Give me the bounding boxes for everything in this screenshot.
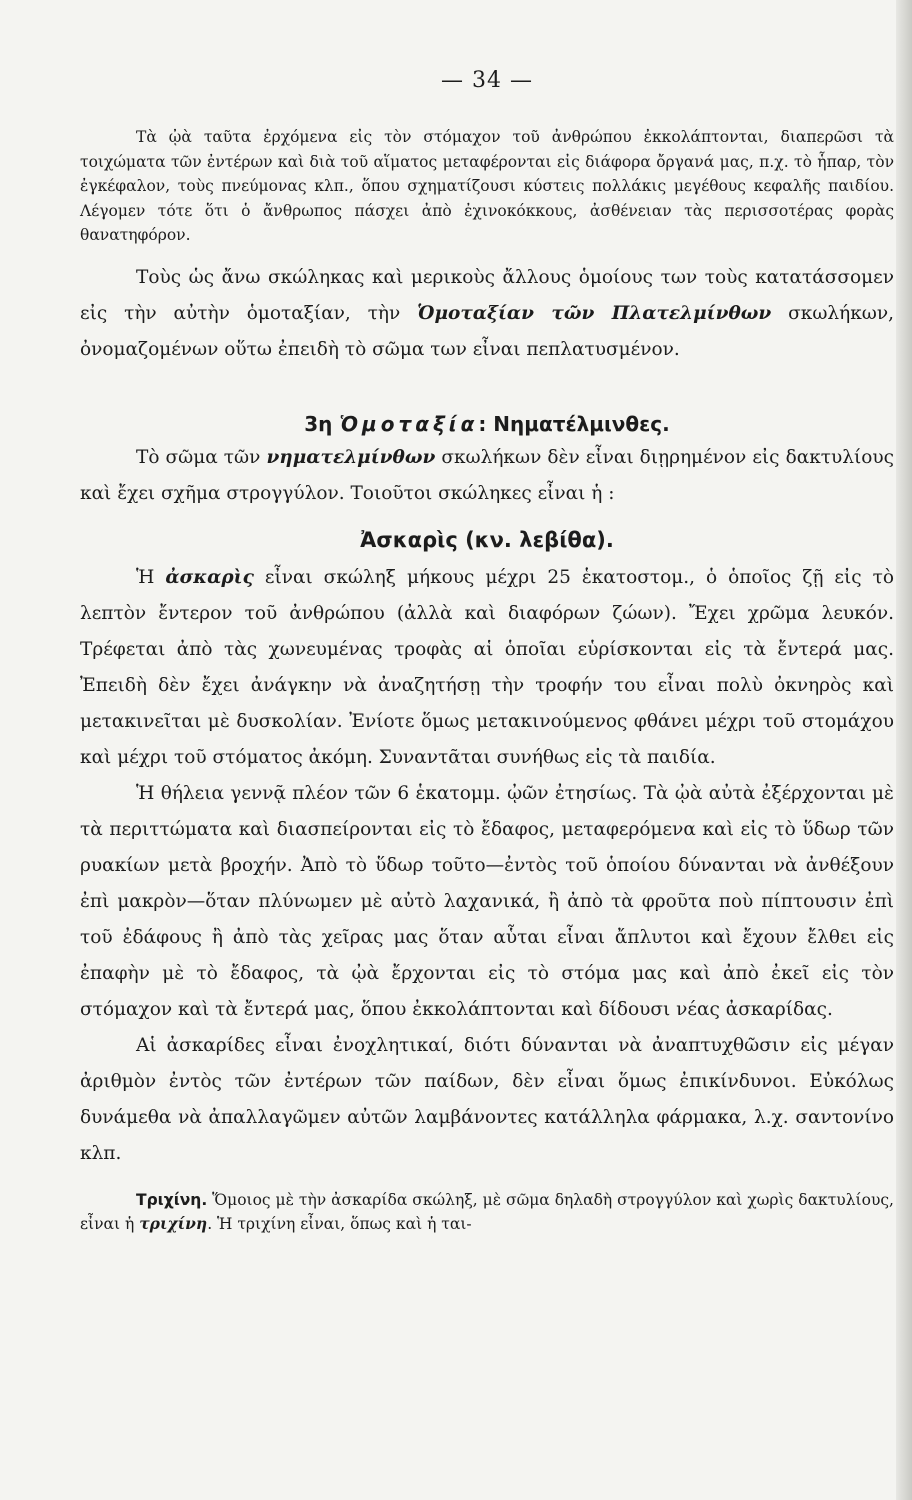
paragraph-text: εἶναι σκώληξ μήκους μέχρι 25 ἑκατοστομ., ὁ ὁποῖος ζῇ εἰς τὸ λεπτὸν ἔντερον τοῦ ἀνθρώπου (ἀλλὰ καὶ διαφόρων ζώων). Ἔχει χρῶμα λευκόν. Τρέφεται ἀπὸ τὰς χωνευμένας τροφὰς αἱ ὁποῖαι εὑρίσκονται εἰς τὰ ἔντερά μας. Ἐπειδὴ δὲν ἔχει ἀνάγκην νὰ ἀναζητήσῃ τὴν τροφήν του εἶναι πολὺ ὀκνηρὸς καὶ μετακινεῖται μὲ δυσκολίαν. Ἐνίοτε ὅμως μετακινούμενος φθάνει μέχρι τοῦ στομάχου καὶ μέχρι τοῦ στόματος ἀκόμη. Συναντᾶται συνήθως εἰς τὰ παιδία. — [80, 566, 894, 768]
paragraph-echinococcus: Τὰ ᾠὰ ταῦτα ἐρχόμενα εἰς τὸν στόμαχον τοῦ ἀνθρώπου ἐκκολάπτονται, διαπερῶσι τὰ τοιχώματα τῶν ἐντέρων καὶ διὰ τοῦ αἵματος μεταφέρονται εἰς διάφορα ὄργανά μας, π.χ. τὸ ἧπαρ, τὸν ἐγκέφαλον, τοὺς πνεύμονας κλπ., ὅπου σχηματίζουσι κύστεις πολλάκις μεγέθους κεφαλῆς παιδίου. Λέγομεν τότε ὅτι ὁ ἄνθρωπος πάσχει ἀπὸ ἐχινοκόκκους, ἀσθένειαν τὰς περισσοτέρας φορὰς θανατηφόρον. — [80, 128, 894, 244]
paragraph-text: . Ἡ τριχίνη εἶναι, ὅπως καὶ ἡ ται- — [207, 1215, 472, 1233]
paragraph-eggs: Ἡ θήλεια γεννᾷ πλέον τῶν 6 ἑκατομμ. ᾠῶν ἐτησίως. Τὰ ᾠὰ αὐτὰ ἐξέρχονται μὲ τὰ περιττώματα καὶ διασπείρονται εἰς τὸ ἔδαφος, μεταφερόμενα καὶ εἰς τὸ ὕδωρ τῶν ρυακίων μετὰ βροχήν. Ἀπὸ τὸ ὕδωρ τοῦτο—ἐντὸς τοῦ ὁποίου δύνανται νὰ ἀνθέξουν ἐπὶ μακρὸν—ὅταν πλύνωμεν μὲ αὐτὸ λαχανικά, ἢ ἀπὸ τὰ φροῦτα ποὺ πίπτουσιν ἐπὶ τοῦ ἐδάφους ἢ ἀπὸ τὰς χεῖρας μας ὅταν αὗται εἶναι ἄπλυτοι καὶ ἔχουν ἔλθει εἰς ἐπαφὴν μὲ τὸ ἔδαφος, τὰ ᾠὰ ἔρχονται εἰς τὸ στόμα μας καὶ ἀπὸ ἐκεῖ εἰς τὸν στόμαχον καὶ τὰ ἔντερά μας, ὅπου ἐκκολάπτονται καὶ δίδουσι νέας ἀσκαρίδας. — [80, 782, 894, 1020]
paragraph-text: Ὅμοιος μὲ τὴν ἀσκαρίδα σκώληξ, μὲ σῶμα δηλαδὴ στρογγύλον καὶ χωρὶς δακτυλίους, εἶναι ἡ — [80, 1190, 894, 1233]
page-number: — 34 — — [441, 68, 533, 93]
heading-class-word: Ὁμοταξία — [339, 411, 479, 436]
section-heading — [80, 412, 894, 436]
heading-title: : Νηματέλμινθες. — [478, 411, 670, 436]
paragraph-nematodes — [80, 440, 894, 512]
emphasis-term: ἀσκαρὶς — [165, 566, 254, 588]
paragraph-text: σκωλήκων δὲν εἶναι διῃρημένον εἰς δακτυλίους καὶ ἔχει σχῆμα στρογγύλον. Τοιοῦτοι σκώληκες εἶναι ἡ : — [80, 446, 894, 504]
emphasis-term: νηματελμίνθων — [266, 446, 436, 468]
book-page — [80, 60, 894, 1237]
paragraph-text: Ἡ — [136, 566, 166, 588]
paragraph-text: Τὸ σῶμα τῶν — [136, 446, 267, 468]
paragraph-platyhelminthes — [80, 260, 894, 368]
subheading-ascaris: Ἀσκαρὶς (κν. λεβίθα). — [360, 527, 614, 552]
run-in-heading: Τριχίνη. — [136, 1190, 208, 1209]
heading-number: 3η — [304, 411, 340, 436]
paragraph-treatment: Αἱ ἀσκαρίδες εἶναι ἐνοχλητικαί, διότι δύνανται νὰ ἀναπτυχθῶσιν εἰς μέγαν ἀριθμὸν ἐντὸς τῶν ἐντέρων τῶν παίδων, δὲν εἶναι ὅμως ἐπικίνδυνοι. Εὐκόλως δυνάμεθα νὰ ἀπαλλαγῶμεν αὐτῶν λαμβάνοντες κατάλληλα φάρμακα, λ.χ. σαντονίνο κλπ. — [80, 1034, 894, 1164]
page-edge — [896, 0, 912, 1500]
emphasis-term: τριχίνη — [139, 1214, 208, 1233]
paragraph-text: Τοὺς ὡς ἄνω σκώληκας καὶ μερικοὺς ἄλλους ὁμοίους των τοὺς κατατάσσομεν εἰς τὴν αὐτὴν ὁμοταξίαν, τὴν — [80, 266, 894, 324]
paragraph-text: σκωλήκων, ὀνομαζομένων οὕτω ἐπειδὴ τὸ σῶμα των εἶναι πεπλατυσμένον. — [80, 302, 895, 360]
emphasis-term: Ὁμοταξίαν τῶν Πλατελμίνθων — [417, 302, 772, 324]
paragraph-trichina — [80, 1188, 894, 1237]
paragraph-ascaris — [80, 560, 894, 776]
